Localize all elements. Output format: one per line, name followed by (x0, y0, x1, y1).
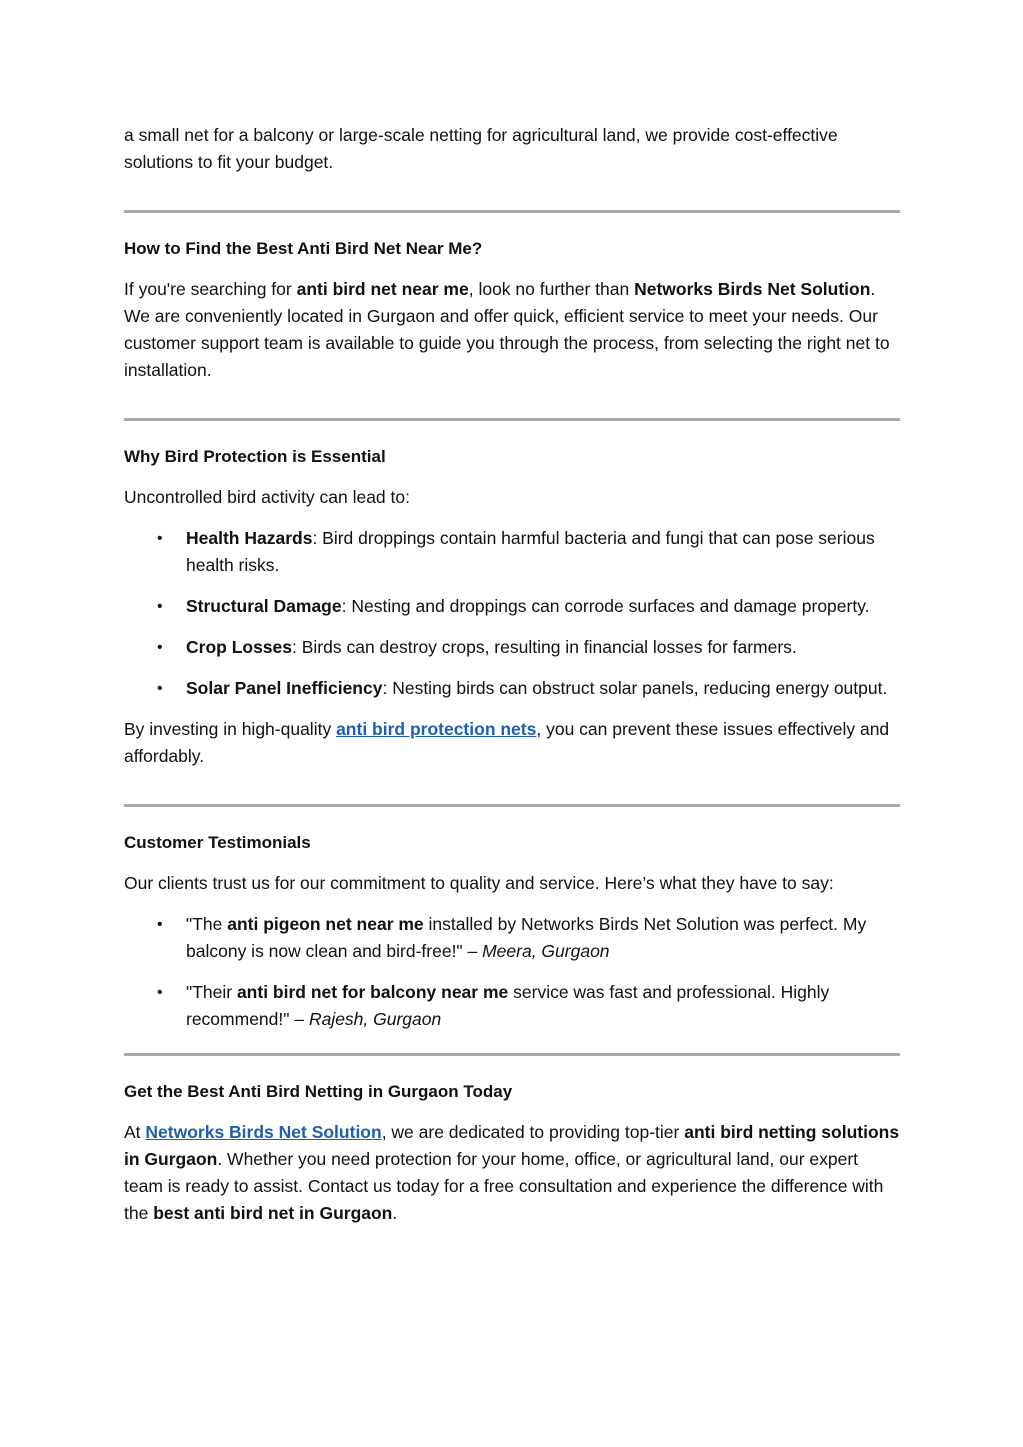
bullet-icon: • (157, 916, 163, 933)
list-item-title: Solar Panel Inefficiency (186, 678, 383, 698)
find-bold-2: Networks Birds Net Solution (634, 279, 871, 299)
find-heading: How to Find the Best Anti Bird Net Near Me? (124, 239, 483, 258)
testimonial-text-2: installed by Networks Birds Net Solution was perfect. My balcony is now clean and bird-free!" – (186, 914, 867, 961)
networks-birds-net-solution-link[interactable]: Networks Birds Net Solution (145, 1122, 382, 1142)
find-paragraph (124, 276, 900, 384)
list-item-text: : Bird droppings contain harmful bacteria and fungi that can pose serious health risks. (186, 528, 875, 575)
testimonial-item (124, 979, 900, 1033)
bullet-icon: • (157, 984, 163, 1001)
testimonial-bold: anti pigeon net near me (227, 914, 424, 934)
testimonial-author: Meera, Gurgaon (482, 941, 610, 961)
cta-text-2: , we are dedicated to providing top-tier (381, 1122, 685, 1142)
cta-paragraph (124, 1119, 900, 1227)
list-item-title: Health Hazards (186, 528, 313, 548)
list-item (124, 675, 900, 702)
find-text-2: , look no further than (468, 279, 635, 299)
cta-text-4: . (392, 1203, 398, 1223)
why-lead: Uncontrolled bird activity can lead to: (124, 487, 410, 507)
find-bold-1: anti bird net near me (296, 279, 469, 299)
why-closing-text-2: , you can prevent these issues effectively and affordably. (124, 719, 890, 766)
testimonial-bold: anti bird net for balcony near me (236, 982, 509, 1002)
why-closing (124, 716, 900, 770)
cta-text-1: At (124, 1122, 146, 1142)
list-item-text: : Nesting and droppings can corrode surfaces and damage property. (341, 596, 870, 616)
list-item-text: : Nesting birds can obstruct solar panels, reducing energy output. (382, 678, 888, 698)
why-closing-text-1: By investing in high-quality (124, 719, 337, 739)
section-divider (124, 804, 900, 807)
cta-text-3: . Whether you need protection for your home, office, or agricultural land, our expert team is ready to assist. Contact us today for a free consultation and experience the difference with the (124, 1149, 884, 1223)
cta-bold-2: best anti bird net in Gurgaon (153, 1203, 393, 1223)
list-item-title: Structural Damage (186, 596, 342, 616)
section-divider (124, 1053, 900, 1056)
cta-heading: Get the Best Anti Bird Netting in Gurgaon Today (124, 1082, 513, 1101)
find-text-3: . We are conveniently located in Gurgaon and offer quick, efficient service to meet your needs. Our customer support team is available to guide you through the process, from selecting the right net to installation. (124, 279, 890, 380)
list-item (124, 525, 900, 579)
bullet-icon: • (157, 680, 163, 697)
list-item (124, 593, 900, 620)
testimonial-text-1: "The (186, 914, 228, 934)
bullet-icon: • (157, 530, 163, 547)
section-divider (124, 210, 900, 213)
list-item (124, 634, 900, 661)
section-divider (124, 418, 900, 421)
why-heading: Why Bird Protection is Essential (124, 447, 386, 466)
testimonial-author: Rajesh, Gurgaon (308, 1009, 442, 1029)
testimonials-lead: Our clients trust us for our commitment to quality and service. Here’s what they have to say: (124, 873, 834, 893)
testimonial-item (124, 911, 900, 965)
list-item-title: Crop Losses (186, 637, 292, 657)
intro-paragraph: a small net for a balcony or large-scale netting for agricultural land, we provide cost-effective solutions to fit your budget. (124, 125, 838, 172)
testimonial-text-2: service was fast and professional. Highly recommend!" – (186, 982, 830, 1029)
document-content (124, 122, 900, 1227)
find-text-1: If you're searching for (124, 279, 297, 299)
anti-bird-protection-nets-link[interactable]: anti bird protection nets (336, 719, 537, 739)
testimonial-text-1: "Their (186, 982, 237, 1002)
testimonials-heading: Customer Testimonials (124, 833, 311, 852)
cta-bold-1: anti bird netting solutions in Gurgaon (124, 1122, 900, 1169)
bullet-icon: • (157, 639, 163, 656)
bullet-icon: • (157, 598, 163, 615)
why-list (124, 525, 900, 702)
testimonials-list (124, 911, 900, 1033)
list-item-text: : Birds can destroy crops, resulting in financial losses for farmers. (292, 637, 797, 657)
